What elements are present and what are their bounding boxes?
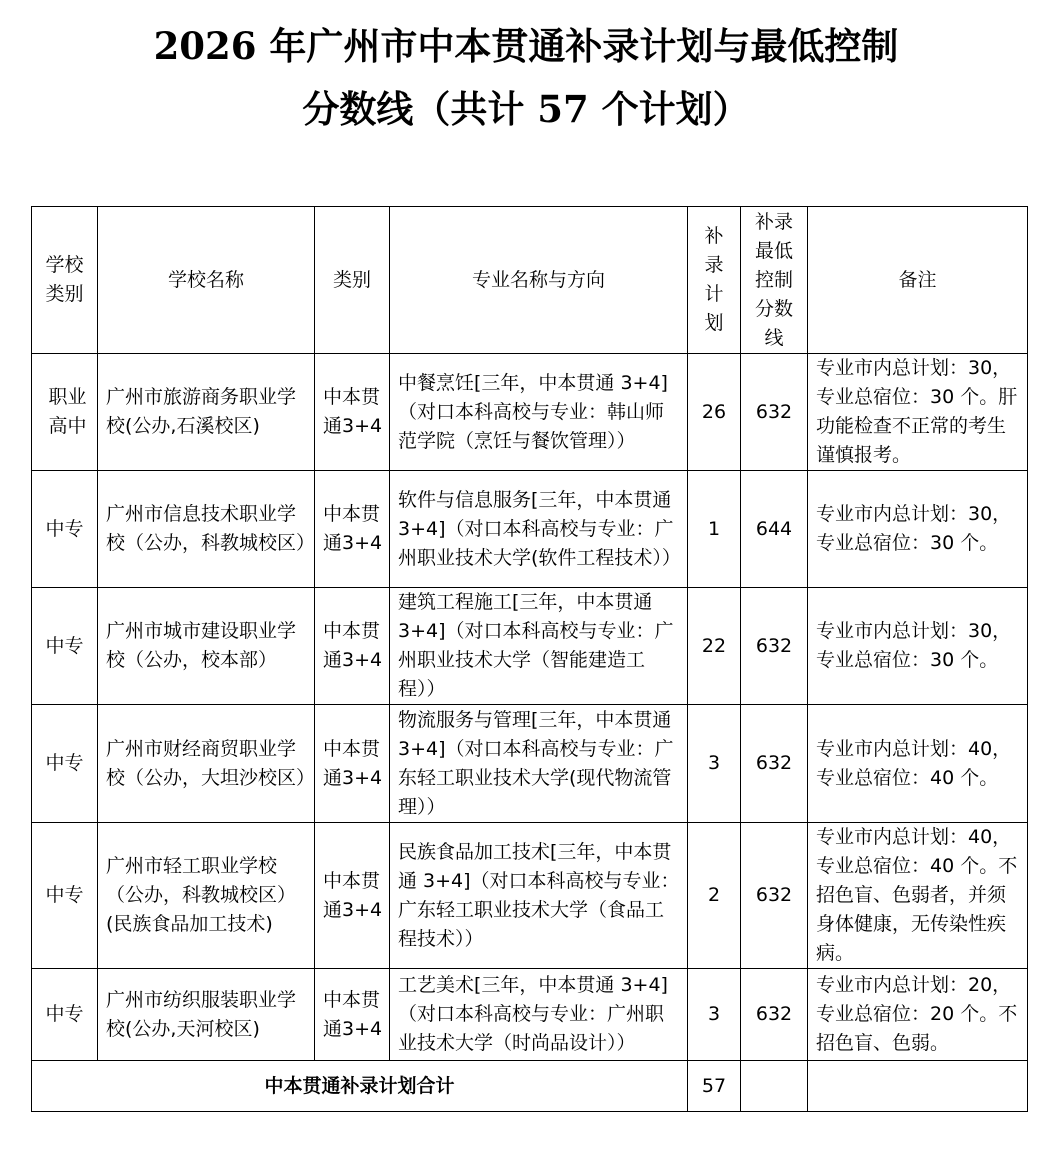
cell-school-type: 中专 xyxy=(32,823,98,969)
cell-plan: 1 xyxy=(688,471,741,588)
cell-school-name: 广州市轻工职业学校（公办，科教城校区）(民族食品加工技术) xyxy=(98,823,315,969)
table-row xyxy=(32,705,1028,823)
header-remarks: 备注 xyxy=(808,207,1028,354)
total-min-score-empty xyxy=(741,1061,808,1112)
total-plan: 57 xyxy=(688,1061,741,1112)
table-row xyxy=(32,588,1028,705)
cell-remarks: 专业市内总计划：20，专业总宿位：20 个。不招色盲、色弱。 xyxy=(808,969,1028,1061)
cell-min-score: 632 xyxy=(741,354,808,471)
cell-school-name: 广州市旅游商务职业学校(公办,石溪校区) xyxy=(98,354,315,471)
cell-category: 中本贯通3+4 xyxy=(315,823,390,969)
cell-school-type: 中专 xyxy=(32,705,98,823)
header-min-score: 补录最低控制分数线 xyxy=(741,207,808,354)
cell-school-name: 广州市纺织服装职业学校(公办,天河校区) xyxy=(98,969,315,1061)
cell-plan: 26 xyxy=(688,354,741,471)
table-row xyxy=(32,823,1028,969)
total-row xyxy=(32,1061,1028,1112)
table-header-row xyxy=(32,207,1028,354)
cell-remarks: 专业市内总计划：40，专业总宿位：40 个。 xyxy=(808,705,1028,823)
cell-major: 物流服务与管理[三年，中本贯通 3+4]（对口本科高校与专业：广东轻工职业技术大学(现代物流管理）） xyxy=(390,705,688,823)
cell-plan: 2 xyxy=(688,823,741,969)
header-category: 类别 xyxy=(315,207,390,354)
cell-plan: 3 xyxy=(688,705,741,823)
cell-remarks: 专业市内总计划：30，专业总宿位：30 个。 xyxy=(808,588,1028,705)
cell-school-type: 职业高中 xyxy=(32,354,98,471)
cell-category: 中本贯通3+4 xyxy=(315,588,390,705)
cell-school-name: 广州市城市建设职业学校（公办，校本部） xyxy=(98,588,315,705)
cell-remarks: 专业市内总计划：30，专业总宿位：30 个。 xyxy=(808,471,1028,588)
cell-min-score: 632 xyxy=(741,823,808,969)
cell-school-type: 中专 xyxy=(32,471,98,588)
cell-category: 中本贯通3+4 xyxy=(315,471,390,588)
header-major: 专业名称与方向 xyxy=(390,207,688,354)
plan-table xyxy=(31,206,1028,1112)
header-school-type: 学校类别 xyxy=(32,207,98,354)
header-plan-text: 补录计划 xyxy=(704,225,724,334)
cell-school-type: 中专 xyxy=(32,588,98,705)
cell-min-score: 632 xyxy=(741,588,808,705)
table-row xyxy=(32,969,1028,1061)
cell-major: 软件与信息服务[三年，中本贯通 3+4]（对口本科高校与专业：广州职业技术大学(软件工程技术）） xyxy=(390,471,688,588)
cell-school-type: 中专 xyxy=(32,969,98,1061)
page-title-line-1: 2026 年广州市中本贯通补录计划与最低控制 xyxy=(153,24,899,68)
cell-min-score: 632 xyxy=(741,705,808,823)
cell-category: 中本贯通3+4 xyxy=(315,705,390,823)
cell-major: 建筑工程施工[三年，中本贯通3+4]（对口本科高校与专业：广州职业技术大学（智能建造工程）） xyxy=(390,588,688,705)
total-remarks-empty xyxy=(808,1061,1028,1112)
cell-remarks: 专业市内总计划：40，专业总宿位：40 个。不招色盲、色弱者，并须身体健康，无传染性疾病。 xyxy=(808,823,1028,969)
cell-min-score: 644 xyxy=(741,471,808,588)
cell-school-name: 广州市信息技术职业学校（公办，科教城校区） xyxy=(98,471,315,588)
cell-min-score: 632 xyxy=(741,969,808,1061)
total-label: 中本贯通补录计划合计 xyxy=(32,1061,688,1112)
cell-plan: 22 xyxy=(688,588,741,705)
table-row xyxy=(32,354,1028,471)
cell-school-name: 广州市财经商贸职业学校（公办，大坦沙校区） xyxy=(98,705,315,823)
table-row xyxy=(32,471,1028,588)
header-school-name: 学校名称 xyxy=(98,207,315,354)
cell-major: 中餐烹饪[三年，中本贯通 3+4]（对口本科高校与专业：韩山师范学院（烹饪与餐饮管理）） xyxy=(390,354,688,471)
page-title-line-2: 分数线（共计 57 个计划） xyxy=(302,87,750,131)
cell-major: 民族食品加工技术[三年，中本贯通 3+4]（对口本科高校与专业：广东轻工职业技术大学（食品工程技术）） xyxy=(390,823,688,969)
cell-category: 中本贯通3+4 xyxy=(315,969,390,1061)
header-plan xyxy=(688,207,741,354)
cell-remarks: 专业市内总计划：30，专业总宿位：30 个。肝功能检查不正常的考生谨慎报考。 xyxy=(808,354,1028,471)
cell-major: 工艺美术[三年，中本贯通 3+4]（对口本科高校与专业：广州职业技术大学（时尚品设计）） xyxy=(390,969,688,1061)
cell-category: 中本贯通3+4 xyxy=(315,354,390,471)
cell-plan: 3 xyxy=(688,969,741,1061)
